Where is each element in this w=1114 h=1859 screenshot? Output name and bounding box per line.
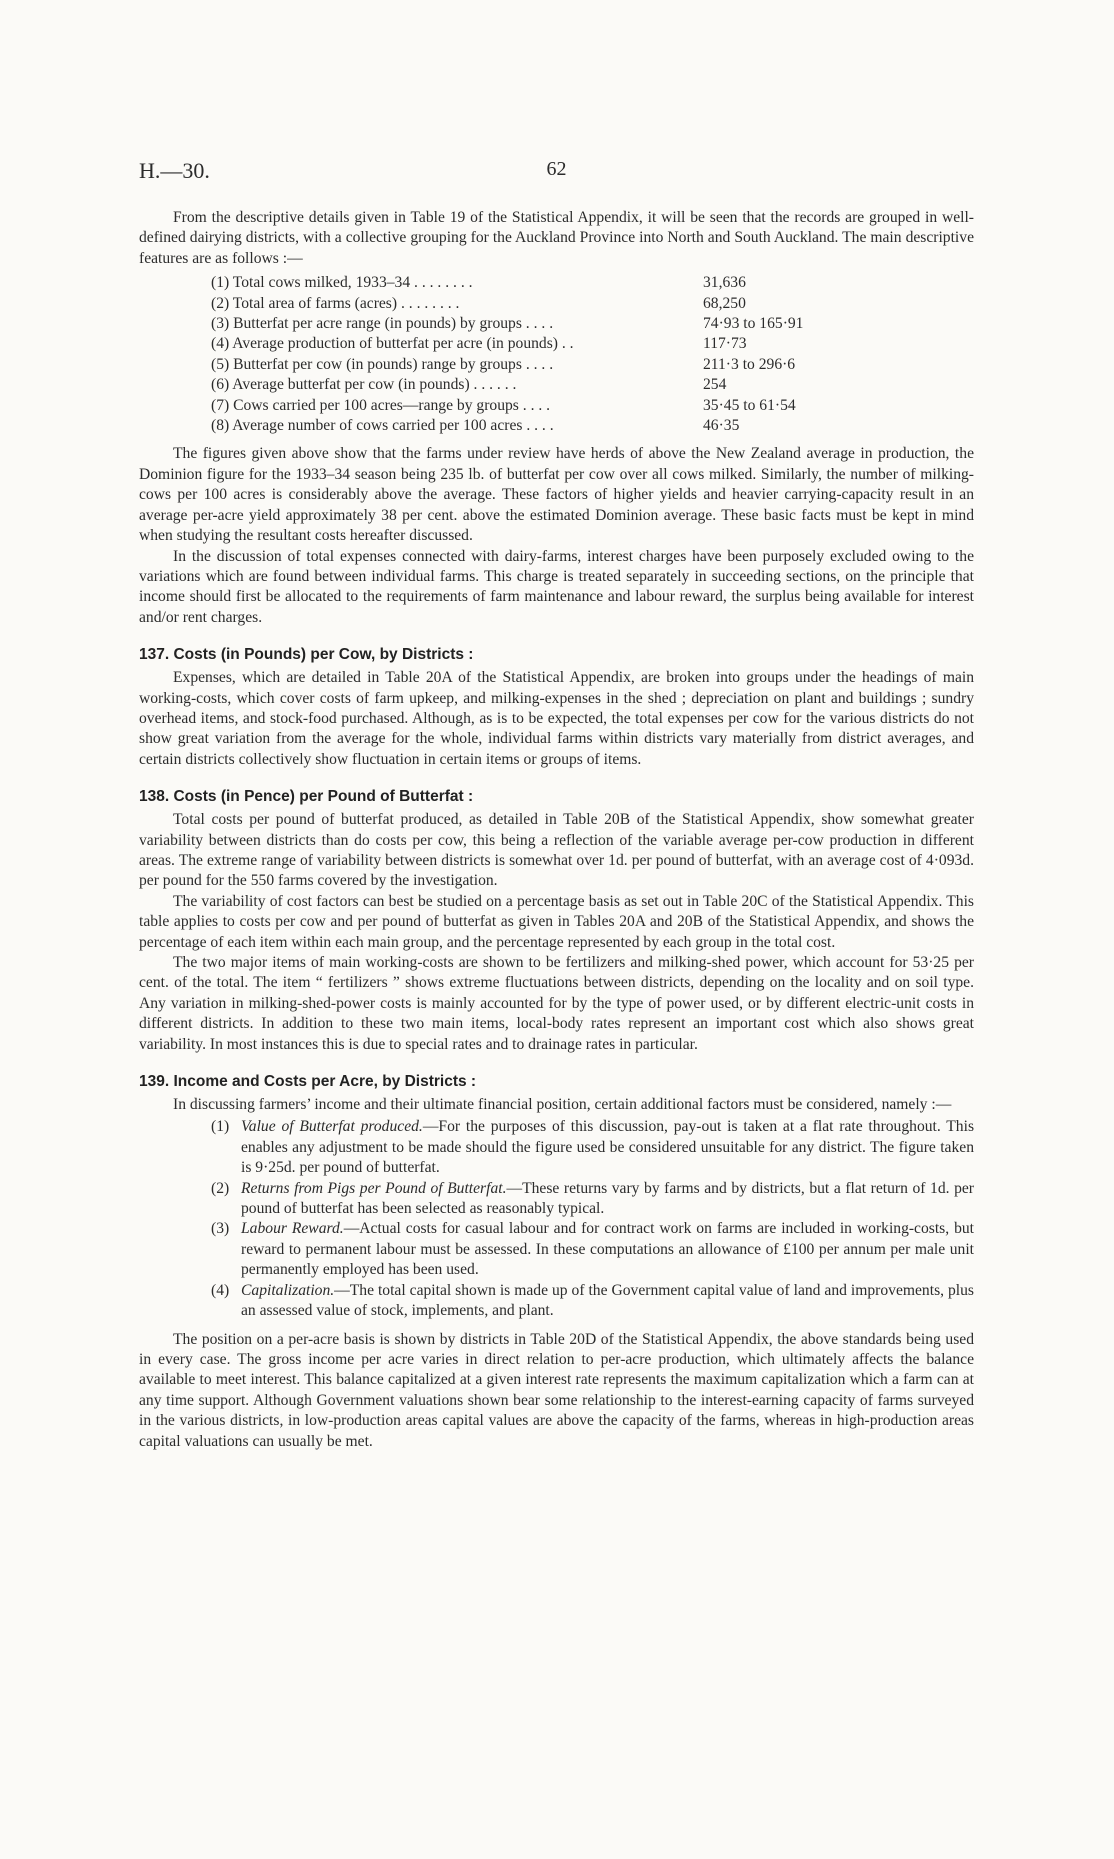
intro-paragraph: From the descriptive details given in Table 19 of the Statistical Appendix, it will be seen that the records are grouped in well-defined dairying districts, with a collective grouping for the Auckland Province into North and South Auckland. The main descriptive features are as follows :— [139,209,974,267]
stat-value: 254 [703,376,727,394]
document-page [139,158,974,1452]
stat-label: (4) Average production of butterfat per acre (in pounds) . . [211,335,574,353]
stat-label: (5) Butterfat per cow (in pounds) range by groups . . . . [211,355,554,373]
factor-number: (4) [211,1281,230,1299]
factor-text: —For the purposes of this discussion, pay-out is taken at a flat rate throughout. This enables any adjustment to be made should the figure used be considered unsuitable for any district. The figure taken is 9·25d. per pound of butterfat. [241,1118,975,1177]
section-139-heading: 139. Income and Costs per Acre, by Districts : [139,1073,477,1091]
section-139-paragraph-2: The position on a per-acre basis is shown by districts in Table 20D of the Statistical Appendix, the above standards being used in every case. The gross income per acre varies in direct relation to per-acre production, which ultimately affects the balance available to meet interest. This balance capitalized at a given interest rate represents the maximum capitalization which a farm can at any time support. Although Government valuations shown bear some relationship to the interest-earning capacity of farms surveyed in the various districts, in low-production areas capital values are above the capacity of the farms, whereas in high-production areas capital valuations can usually be met. [139,1330,974,1450]
stat-value: 31,636 [703,274,746,292]
factor-body [241,1281,974,1322]
factor-number: (1) [211,1118,230,1136]
section-137-paragraph: Expenses, which are detailed in Table 20A of the Statistical Appendix, are broken into groups under the headings of main working-costs, which cover costs of farm upkeep, and milking-expenses in the shed ; depreciation on plant and buildings ; sundry overhead items, and stock-food purchased. Although, as is to be expected, the total expenses per cow for the various districts do not show great variation from the average for the whole, individual farms within districts vary materially from district averages, and certain districts collectively show fluctuation in certain items or groups of items. [139,669,974,768]
stat-row [211,334,974,354]
stat-row [211,355,974,375]
factor-item [211,1281,974,1322]
page-header [139,158,974,188]
factor-body [241,1179,974,1220]
factor-title: Value of Butterfat produced. [241,1118,423,1136]
stat-value: 35·45 to 61·54 [703,396,796,414]
stat-label: (3) Butterfat per acre range (in pounds) by groups . . . . [211,315,554,333]
stat-row [211,273,974,293]
stat-row [211,294,974,314]
factor-item [211,1219,974,1280]
stat-value: 74·93 to 165·91 [703,315,804,333]
factor-number: (3) [211,1220,230,1238]
stat-value: 46·35 [703,417,740,435]
factor-title: Returns from Pigs per Pound of Butterfat. [241,1179,507,1197]
factor-body [241,1219,974,1280]
stat-value: 68,250 [703,294,746,312]
section-138-paragraph-2: The variability of cost factors can best be studied on a percentage basis as set out in Table 20C of the Statistical Appendix. This table applies to costs per cow and per pound of butterfat as given in Tables 20A and 20B of the Statistical Appendix, and shows the percentage of each item within each main group, and the percentage represented by each group in the total cost. [139,892,974,951]
section-138-paragraph-3: The two major items of main working-costs are shown to be fertilizers and milking-shed power, which account for 53·25 per cent. of the total. The item “ fertilizers ” shows extreme fluctuations between districts, depending on the locality and on soil type. Any variation in milking-shed-power costs is mainly accounted for by the type of power used, or by different electric-unit costs in different districts. In addition to these two main items, local-body rates represent an important cost which also shows great variability. In most instances this is due to special rates and to drainage rates in particular. [139,954,974,1053]
stat-label: (2) Total area of farms (acres) . . . . . . . . [211,294,460,312]
stat-row [211,396,974,416]
descriptive-features-list [211,273,974,436]
stat-value: 117·73 [703,335,747,353]
figures-paragraph: The figures given above show that the farms under review have herds of above the New Zealand average in production, the Dominion figure for the 1933–34 season being 235 lb. of butterfat per cow over all cows milked. Similarly, the number of milking-cows per 100 acres is considerably above the average. These factors of higher yields and heavier carrying-capacity result in an average per-acre yield approximately 38 per cent. above the estimated Dominion average. These basic facts must be kept in mind when studying the resultant costs hereafter discussed. [139,445,974,545]
stat-label: (7) Cows carried per 100 acres—range by groups . . . . [211,396,551,414]
factor-number: (2) [211,1179,230,1197]
stat-row [211,314,974,334]
section-138-heading: 138. Costs (in Pence) per Pound of Butterfat : [139,788,474,806]
stat-value: 211·3 to 296·6 [703,355,796,373]
factor-text: —Actual costs for casual labour and for contract work on farms are included in working-costs, but reward to permanent labour must be assessed. In these computations an allowance of £100 per annum per male unit permanently employed has been used. [241,1220,974,1279]
factor-title: Capitalization. [241,1281,335,1299]
factor-text: —The total capital shown is made up of the Government capital value of land and improvements, plus an assessed value of stock, implements, and plant. [241,1281,974,1320]
additional-factors-list [211,1117,974,1321]
stat-row [211,375,974,395]
section-138-paragraph-1: Total costs per pound of butterfat produced, as detailed in Table 20B of the Statistical Appendix, show somewhat greater variability between districts than do costs per cow, this being a reflection of the variable average per-cow production in different areas. The extreme range of variability between districts is somewhat over 1d. per pound of butterfat, with an average cost of 4·093d. per pound for the 550 farms covered by the investigation. [139,811,974,890]
expenses-paragraph: In the discussion of total expenses connected with dairy-farms, interest charges have been purposely excluded owing to the variations which are found between individual farms. This charge is treated separately in succeeding sections, on the principle that income should first be allocated to the requirements of farm maintenance and labour reward, the surplus being available for interest and/or rent charges. [139,547,974,626]
factor-item [211,1179,974,1220]
stat-label: (8) Average number of cows carried per 100 acres . . . . [211,417,554,435]
stat-label: (6) Average butterfat per cow (in pounds) . . . . . . [211,376,517,394]
document-reference: H.—30. [139,158,210,183]
stat-row [211,416,974,436]
factor-body [241,1117,974,1178]
section-137-heading: 137. Costs (in Pounds) per Cow, by Districts : [139,646,474,664]
page-number: 62 [546,158,567,180]
factor-title: Labour Reward. [241,1220,344,1238]
factor-text: —These returns vary by farms and by districts, but a flat return of 1d. per pound of butterfat has been selected as reasonably typical. [241,1179,974,1218]
stat-label: (1) Total cows milked, 1933–34 . . . . . . . . [211,274,473,292]
section-139-paragraph-1: In discussing farmers’ income and their ultimate financial position, certain additional factors must be considered, namely :— [173,1096,952,1114]
factor-item [211,1117,974,1178]
